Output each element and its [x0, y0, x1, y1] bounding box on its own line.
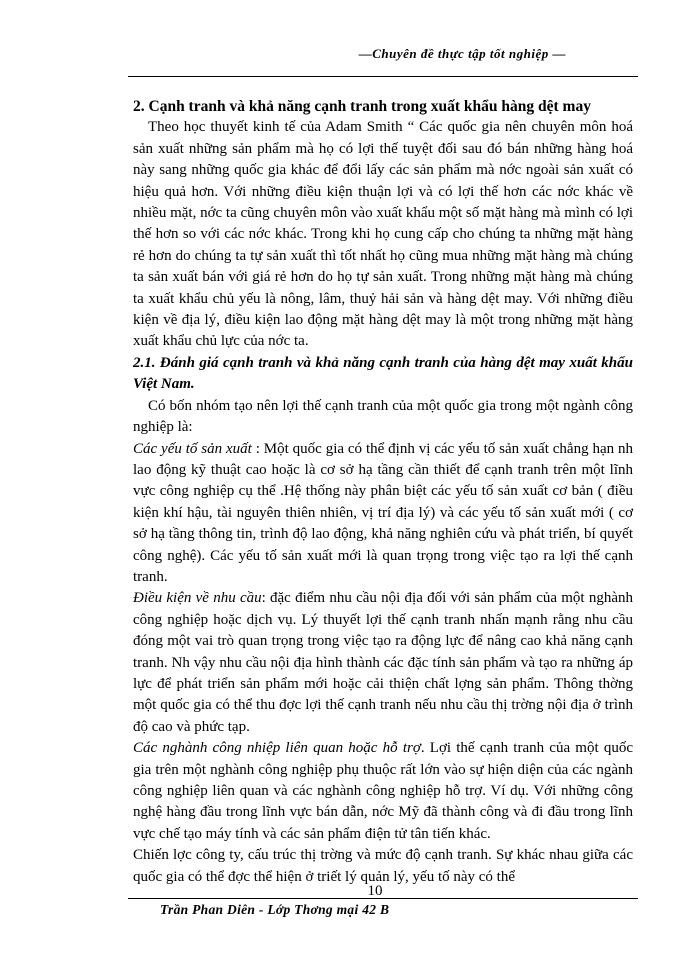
factor-paragraph-related-industries [133, 738, 633, 845]
intro-paragraph: Theo học thuyết kinh tế của Adam Smith “ Các quốc gia nên chuyên môn hoá sản xuất những sản phẩm mà họ có lợi thế tuyệt đối sau đó bán những hàng hoá này sang những quốc gia khác để đổi lấy các sản phẩm mà nớc ngoài sản xuất có hiệu quả hơn. Với những điều kiện thuận lợi và có lợi thế hơn các nớc khác về nhiều mặt, nớc ta cũng chuyên môn vào xuất khẩu một số mặt hàng mà mình có lợi thế hơn so với các nớc khác. Trong khi họ cung cấp cho chúng ta những mặt hàng rẻ hơn do chúng ta tự sản xuất thì tốt nhất họ cũng mua những mặt hàng mà chúng ta sản xuất bán với giá rẻ hơn do họ tự sản xuất. Trong những mặt hàng mà chúng ta xuất khẩu chủ yếu là nông, lâm, thuỷ hải sản và hàng dệt may. Với những điều kiện về địa lý, điều kiện lao động mặt hàng dệt may là một trong những mặt hàng xuất khẩu chủ lực của nớc ta. [133, 119, 633, 350]
lead-paragraph: Có bốn nhóm tạo nên lợi thế cạnh tranh của một quốc gia trong một ngành công nghiệp là: [133, 397, 633, 436]
factor-term: Các yếu tố sản xuất [133, 440, 252, 457]
factor-text: : Một quốc gia có thể định vị các yếu tố sản xuất chẳng hạn nh lao động kỹ thuật cao hoặc là cơ sở hạ tầng cần thiết để cạnh tranh trên một lĩnh vực công nghiệp cụ thể .Hệ thống này phân biệt các yếu tố sản xuất cơ bản ( điều kiện khí hậu, tài nguyên thiên nhiên, vị trí địa lý) và các yếu tố sản xuất mới ( cơ sở hạ tầng thông tin, trình độ lao động, khả năng nghiên cứu và phát triển, bí quyết công nghệ). Các yếu tố sản xuất mới là quan trọng trong việc tạo ra lợi thế cạnh tranh. [133, 440, 633, 585]
factor-term: Các nghành công nhiệp liên quan hoặc hỗ trợ [133, 740, 421, 757]
factor-text: . Lợi thế cạnh tranh của một quốc gia trên một nghành công nghiệp phụ thuộc rất lớn vào sự hiện diện của các ngành công nghiệp liên quan và các nghành công nghiệp hỗ trợ. Ví dụ. Với những công nghệ hàng đầu trong lĩnh vực bán dẫn, nớc Mỹ đã thành công và đi đầu trong lĩnh vực chế tạo máy tính và các sản phẩm điện tử tân tiến khác. [133, 740, 633, 842]
factor-paragraph-strategy [133, 845, 633, 888]
subsection-heading: 2.1. Đánh giá cạnh tranh và khả năng cạnh tranh của hàng dệt may xuất khẩu Việt Nam. [133, 354, 633, 393]
running-header: —Chuyên đề thực tập tốt nghiệp — [358, 46, 566, 61]
factor-text: Chiến lợc công ty, cấu trúc thị trờng và mức độ cạnh tranh. Sự khác nhau giữa các quốc gia có thể đợc thể hiện ở triết lý quản lý, yếu tố này có thể [133, 847, 633, 885]
footer-rule [128, 898, 638, 899]
page-number: 10 [367, 883, 383, 899]
factor-paragraph-production [133, 439, 633, 589]
document-body [133, 96, 633, 888]
section-heading: 2. Cạnh tranh và khả năng cạnh tranh trong xuất khẩu hàng dệt may [133, 98, 591, 115]
factor-term: Điều kiện về nhu cầu [133, 590, 262, 607]
running-footer: Trần Phan Diên - Lớp Thơng mại 42 B [160, 902, 390, 917]
factor-text: : đặc điểm nhu cầu nội địa đối với sản phẩm của một nghành công nghiệp hoặc dịch vụ. Lý thuyết lợi thế cạnh tranh nhấn mạnh rằng nhu cầu đóng một vai trò quan trọng trong việc tạo ra động lực để nâng cao khả năng cạnh tranh. Nh vậy nhu cầu nội địa hình thành các đặc tính sản phẩm và tạo ra những áp lực để phát triển sản phẩm mới hoặc cải thiện chất lợng sản phẩm. Thông thờng một quốc gia có thể thu đợc lợi thế cạnh tranh nếu nhu cầu thị trờng nội địa ở trình độ cao và phức tạp. [133, 590, 633, 735]
factor-paragraph-demand [133, 588, 633, 738]
header-rule [128, 76, 638, 77]
